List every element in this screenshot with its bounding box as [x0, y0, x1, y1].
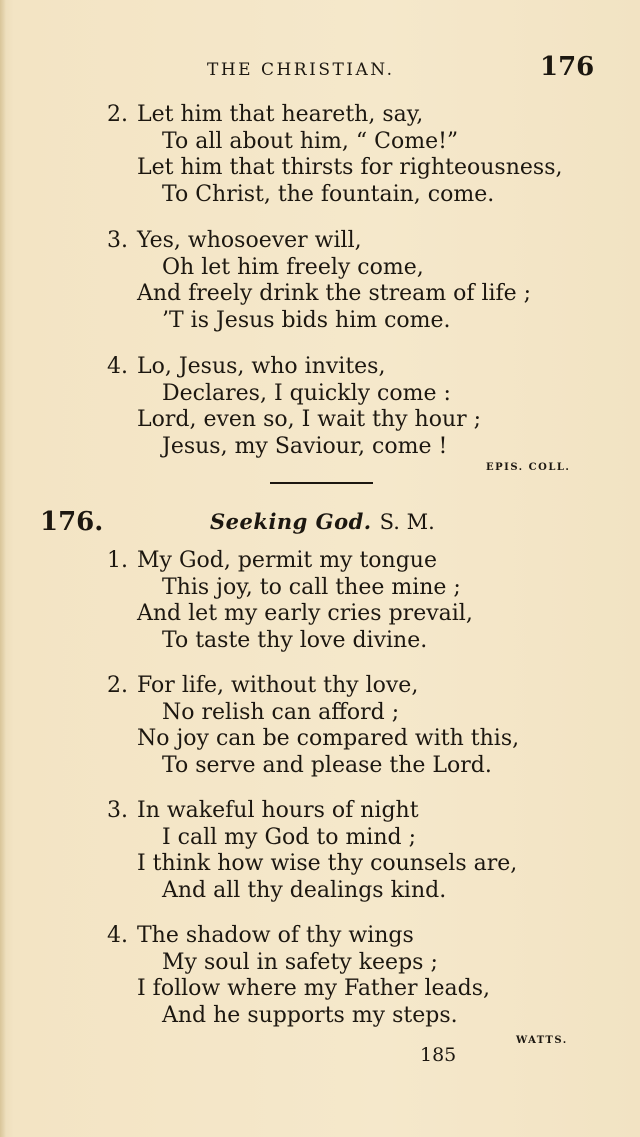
stanza-number: 4.: [107, 923, 128, 948]
stanza-line: Yes, whosoever will,: [137, 228, 362, 253]
stanza-175-4: [107, 354, 481, 460]
stanza-176-1: [107, 548, 473, 654]
stanza-line: To taste thy love divine.: [162, 627, 428, 653]
stanza-line: ’T is Jesus bids him come.: [162, 307, 451, 333]
stanza-line: Declares, I quickly come :: [162, 380, 451, 406]
stanza-176-4: [107, 923, 490, 1029]
stanza-176-2: [107, 673, 519, 779]
stanza-line: To Christ, the fountain, come.: [162, 181, 495, 207]
stanza-line: My soul in safety keeps ;: [162, 949, 438, 975]
stanza-line: And all thy dealings kind.: [162, 877, 447, 903]
page-number: 185: [420, 1044, 457, 1066]
stanza-line: This joy, to call thee mine ;: [162, 574, 461, 600]
stanza-number: 3.: [107, 798, 128, 823]
stanza-176-3: [107, 798, 517, 904]
hymn-meter: S. M.: [379, 510, 435, 534]
attribution-175: EPIS. COLL.: [486, 462, 571, 473]
stanza-line: And let my early cries prevail,: [137, 601, 473, 626]
stanza-line: I follow where my Father leads,: [137, 976, 491, 1001]
stanza-line: Let him that thirsts for righteousness,: [137, 155, 563, 180]
stanza-line: No joy can be compared with this,: [137, 726, 520, 751]
stanza-number: 2.: [107, 102, 128, 127]
hymn-number: 176.: [40, 507, 104, 537]
stanza-line: No relish can afford ;: [162, 699, 400, 725]
stanza-line: And freely drink the stream of life ;: [137, 281, 532, 306]
stanza-line: I call my God to mind ;: [162, 824, 416, 850]
stanza-line: Jesus, my Saviour, come !: [162, 433, 448, 459]
stanza-175-2: [107, 102, 563, 208]
hymn-divider: [270, 482, 373, 484]
stanza-line: Let him that heareth, say,: [137, 102, 424, 127]
stanza-line: Lo, Jesus, who invites,: [137, 354, 386, 379]
stanza-line: And he supports my steps.: [162, 1002, 458, 1028]
stanza-line: The shadow of thy wings: [137, 923, 414, 948]
stanza-line: To serve and please the Lord.: [162, 752, 492, 778]
stanza-line: My God, permit my tongue: [137, 548, 437, 573]
stanza-line: In wakeful hours of night: [137, 798, 419, 823]
hymn-number-header: 176: [540, 52, 595, 82]
stanza-number: 4.: [107, 354, 128, 379]
stanza-number: 1.: [107, 548, 128, 573]
page-gutter-shadow: [0, 0, 6, 1137]
attribution-176: WATTS.: [516, 1035, 568, 1046]
running-title: THE CHRISTIAN.: [207, 60, 395, 80]
hymn-title: [210, 509, 435, 534]
stanza-line: Oh let him freely come,: [162, 254, 424, 280]
stanza-line: Lord, even so, I wait thy hour ;: [137, 407, 482, 432]
stanza-175-3: [107, 228, 531, 334]
stanza-line: For life, without thy love,: [137, 673, 419, 698]
stanza-number: 2.: [107, 673, 128, 698]
stanza-line: I think how wise thy counsels are,: [137, 851, 518, 876]
stanza-line: To all about him, “ Come!”: [162, 128, 459, 154]
hymn-title-text: Seeking God.: [210, 509, 372, 534]
stanza-number: 3.: [107, 228, 128, 253]
